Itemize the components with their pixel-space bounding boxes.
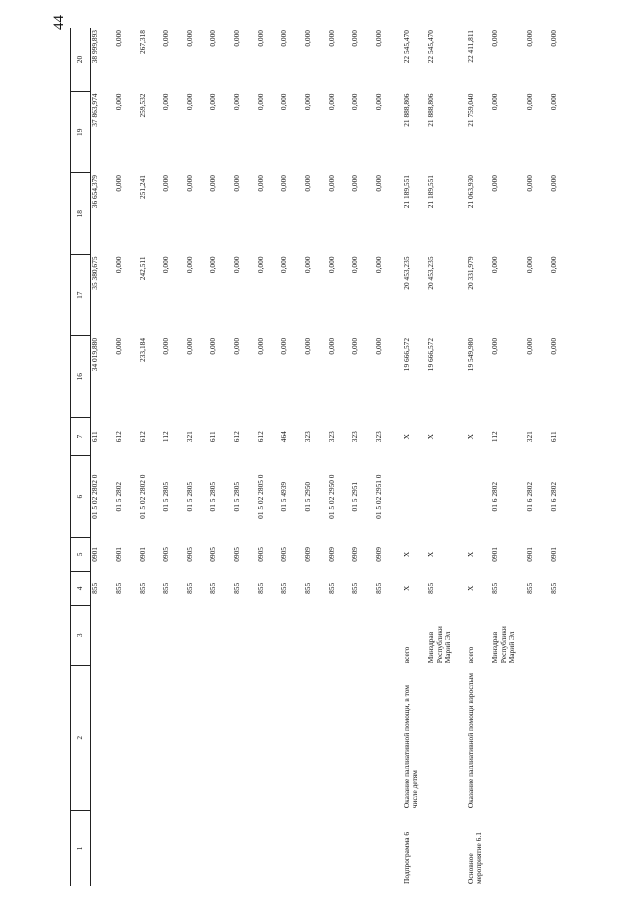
grbs-cell: 855 [90, 582, 100, 594]
value-2017-cell: 0,000 [326, 256, 336, 274]
name-cell [162, 665, 186, 810]
table-row [375, 28, 399, 886]
target-article-cell: 01 5 2950 [303, 481, 313, 512]
executor-cell [304, 605, 328, 665]
expense-type-cell: Х [465, 434, 475, 440]
expense-type-cell: 321 [525, 431, 535, 443]
section-cell: 0901 [490, 547, 499, 562]
executor-cell: всего [401, 646, 411, 664]
value-2018-cell: 36 654,379 [90, 174, 100, 209]
column-number-cell: 1 [71, 810, 91, 886]
value-2019-cell: 0,000 [350, 93, 360, 111]
executor-cell [280, 605, 304, 665]
value-2018-cell: 0,000 [326, 174, 336, 192]
grbs-cell: 855 [184, 582, 194, 594]
program-cell [139, 810, 163, 886]
name-cell [139, 665, 163, 810]
program-cell [115, 810, 139, 886]
name-cell [280, 665, 304, 810]
value-2019-cell: 0,000 [326, 93, 336, 111]
name-cell [328, 665, 352, 810]
value-2016-cell: 0,000 [350, 337, 360, 355]
name-cell [257, 665, 281, 810]
value-2016-cell: 233,184 [137, 337, 147, 362]
section-cell: 0901 [113, 547, 123, 562]
value-2020-cell: 0,000 [374, 30, 384, 47]
value-2020-cell: 0,000 [350, 30, 360, 47]
table-row [162, 28, 186, 886]
grbs-cell: 855 [326, 582, 336, 594]
expense-type-cell: 321 [184, 431, 194, 443]
value-2019-cell: 0,000 [525, 93, 535, 111]
value-2016-cell: 0,000 [208, 337, 218, 355]
table-row [257, 28, 281, 886]
grbs-cell: 855 [525, 582, 535, 594]
budget-table [70, 28, 574, 886]
target-article-cell: 01 5 2805 [184, 481, 194, 512]
section-cell: 0909 [374, 547, 384, 562]
expense-type-cell: 612 [113, 431, 123, 443]
grbs-cell: 855 [255, 582, 265, 594]
name-cell [427, 665, 462, 810]
value-2017-cell: 0,000 [232, 256, 242, 274]
value-2017-cell: 0,000 [161, 256, 171, 274]
name-cell [186, 665, 210, 810]
program-cell [162, 810, 186, 886]
value-2019-cell: 0,000 [255, 93, 265, 111]
executor-cell [91, 605, 115, 665]
section-cell: 0905 [232, 547, 242, 562]
value-2019-cell: 21 759,040 [465, 93, 475, 127]
section-cell: 0901 [137, 547, 147, 562]
table-row [526, 28, 550, 886]
column-number-cell: 4 [71, 571, 91, 605]
expense-type-cell: 112 [161, 431, 171, 443]
value-2017-cell: 0,000 [549, 256, 559, 274]
value-2016-cell: 0,000 [303, 337, 313, 355]
column-number-cell: 5 [71, 537, 91, 571]
value-2016-cell: 0,000 [549, 337, 559, 355]
section-cell: 0905 [279, 547, 289, 562]
value-2017-cell: 0,000 [279, 256, 289, 274]
name-cell [375, 665, 399, 810]
section-cell: 0909 [326, 547, 336, 562]
grbs-cell: 855 [232, 582, 242, 594]
program-cell [257, 810, 281, 886]
name-cell [550, 665, 574, 810]
expense-type-cell: 323 [350, 431, 360, 443]
value-2017-cell: 0,000 [490, 256, 499, 274]
target-article-cell: 01 5 02 2805 0 [255, 474, 265, 519]
executor-cell [233, 605, 257, 665]
section-cell: 0905 [161, 547, 171, 562]
value-2019-cell: 259,532 [137, 93, 147, 118]
grbs-cell: 855 [303, 582, 313, 594]
grbs-cell: 855 [350, 582, 360, 594]
target-article-cell: 01 5 02 2951 0 [374, 474, 384, 519]
value-2016-cell: 0,000 [374, 337, 384, 355]
section-cell: 0901 [525, 547, 535, 562]
value-2019-cell: 0,000 [549, 93, 559, 111]
expense-type-cell: 323 [303, 431, 313, 443]
column-number-cell: 7 [71, 417, 91, 455]
name-cell [209, 665, 233, 810]
name-cell: Оказание паллиативной помощи взрослым [465, 673, 475, 809]
column-number-cell: 19 [71, 92, 91, 173]
section-cell: 0901 [549, 547, 559, 562]
grbs-cell: 855 [549, 582, 559, 594]
page-number: 44 [51, 15, 67, 30]
value-2017-cell: 242,511 [137, 256, 147, 281]
grbs-cell: 855 [279, 582, 289, 594]
expense-type-cell: 112 [490, 431, 499, 443]
value-2020-cell: 22 545,470 [426, 30, 436, 64]
value-2017-cell: 20 453,235 [401, 256, 411, 290]
value-2020-cell: 0,000 [232, 30, 242, 47]
expense-type-cell: 612 [232, 431, 242, 443]
expense-type-cell: 612 [137, 431, 147, 443]
target-article-cell: 01 5 02 2802 0 [137, 474, 147, 519]
name-cell [91, 665, 115, 810]
target-article-cell: 01 5 2802 [113, 481, 123, 512]
name-cell [115, 665, 139, 810]
executor-cell [115, 605, 139, 665]
program-cell [550, 810, 574, 886]
value-2018-cell: 0,000 [303, 174, 313, 192]
section-cell: 0905 [208, 547, 218, 562]
target-article-cell: 01 6 2802 [490, 481, 499, 512]
executor-cell [550, 605, 574, 665]
table-row [280, 28, 304, 886]
value-2019-cell: 0,000 [184, 93, 194, 111]
value-2016-cell: 0,000 [161, 337, 171, 355]
value-2017-cell: 0,000 [255, 256, 265, 274]
target-article-cell: 01 5 2805 [161, 481, 171, 512]
program-cell: Подпрограмма 6 [401, 831, 411, 884]
table-row [139, 28, 163, 886]
target-article-cell: 01 5 02 2950 0 [326, 474, 336, 519]
expense-type-cell: Х [401, 434, 411, 440]
value-2018-cell: 0,000 [255, 174, 265, 192]
value-2020-cell: 0,000 [161, 30, 171, 47]
value-2016-cell: 19 666,572 [426, 337, 436, 372]
value-2020-cell: 22 545,470 [401, 30, 411, 64]
name-cell [491, 665, 526, 810]
value-2020-cell: 0,000 [255, 30, 265, 47]
value-2020-cell: 38 999,893 [90, 30, 100, 64]
value-2018-cell: 0,000 [279, 174, 289, 192]
program-cell [526, 810, 550, 886]
value-2017-cell: 0,000 [303, 256, 313, 274]
value-2019-cell: 0,000 [279, 93, 289, 111]
section-cell: Х [426, 551, 436, 558]
column-number-cell: 20 [71, 28, 91, 92]
grbs-cell: 855 [208, 582, 218, 594]
value-2017-cell: 0,000 [208, 256, 218, 274]
grbs-cell: 855 [161, 582, 171, 594]
program-cell [427, 810, 462, 886]
target-article-cell: 01 5 2805 [208, 481, 218, 512]
value-2019-cell: 21 888,806 [401, 93, 411, 127]
target-article-cell [463, 456, 491, 537]
value-2019-cell: 0,000 [303, 93, 313, 111]
value-2017-cell: 20 453,235 [426, 256, 436, 290]
value-2017-cell: 0,000 [113, 256, 123, 274]
grbs-cell: 855 [374, 582, 384, 594]
executor-cell: Минздрав Республики Марий Эл [490, 626, 517, 664]
program-cell [186, 810, 210, 886]
value-2016-cell: 34 019,880 [90, 337, 100, 372]
table-row [463, 28, 491, 886]
executor-cell [328, 605, 352, 665]
value-2017-cell: 0,000 [374, 256, 384, 274]
program-cell [304, 810, 328, 886]
grbs-cell: Х [401, 585, 411, 592]
program-cell [328, 810, 352, 886]
target-article-cell [399, 456, 427, 537]
value-2017-cell: 0,000 [525, 256, 535, 274]
expense-type-cell: 611 [208, 431, 218, 443]
section-cell: Х [465, 551, 475, 558]
value-2016-cell: 19 549,980 [465, 337, 475, 372]
program-cell [209, 810, 233, 886]
value-2020-cell: 0,000 [525, 30, 535, 47]
table-row [91, 28, 115, 886]
value-2019-cell: 37 863,974 [90, 93, 100, 127]
value-2019-cell: 21 888,806 [426, 93, 436, 127]
value-2016-cell: 0,000 [232, 337, 242, 355]
target-article-cell: 01 5 2805 [232, 481, 242, 512]
program-cell [233, 810, 257, 886]
target-article-cell: 01 5 02 2802 0 [90, 474, 100, 519]
value-2017-cell: 0,000 [350, 256, 360, 274]
value-2018-cell: 0,000 [184, 174, 194, 192]
value-2016-cell: 0,000 [255, 337, 265, 355]
target-article-cell: 01 6 2802 [525, 481, 535, 512]
value-2020-cell: 0,000 [279, 30, 289, 47]
table-row [399, 28, 427, 886]
value-2016-cell: 19 666,572 [401, 337, 411, 372]
value-2020-cell: 0,000 [113, 30, 123, 47]
target-article-cell: 01 6 2802 [549, 481, 559, 512]
section-cell: 0901 [90, 547, 100, 562]
column-number-cell: 16 [71, 336, 91, 417]
value-2019-cell: 0,000 [490, 93, 499, 111]
expense-type-cell: 464 [279, 431, 289, 443]
value-2020-cell: 0,000 [208, 30, 218, 47]
program-cell [375, 810, 399, 886]
table-row [115, 28, 139, 886]
table-row [186, 28, 210, 886]
executor-cell [209, 605, 233, 665]
executor-cell [257, 605, 281, 665]
value-2018-cell: 251,241 [137, 174, 147, 200]
table-row [491, 28, 526, 886]
value-2020-cell: 0,000 [549, 30, 559, 47]
value-2017-cell: 0,000 [184, 256, 194, 274]
value-2018-cell: 21 189,551 [426, 174, 436, 209]
value-2018-cell: 21 063,930 [465, 174, 475, 209]
value-2020-cell: 0,000 [326, 30, 336, 47]
grbs-cell: 855 [426, 582, 436, 594]
value-2018-cell: 0,000 [161, 174, 171, 192]
program-cell: Основное мероприятие 6.1 [465, 832, 484, 884]
value-2018-cell: 0,000 [350, 174, 360, 192]
value-2018-cell: 0,000 [525, 174, 535, 192]
executor-cell [375, 605, 399, 665]
table-row [351, 28, 375, 886]
value-2018-cell: 0,000 [208, 174, 218, 192]
column-number-cell: 17 [71, 254, 91, 335]
value-2016-cell: 0,000 [113, 337, 123, 355]
value-2018-cell: 0,000 [374, 174, 384, 192]
executor-cell [186, 605, 210, 665]
section-cell: 0905 [184, 547, 194, 562]
column-number-cell: 18 [71, 173, 91, 254]
value-2020-cell: 267,318 [137, 30, 147, 55]
target-article-cell: 01 5 4939 [279, 481, 289, 512]
value-2019-cell: 0,000 [232, 93, 242, 111]
value-2020-cell: 0,000 [184, 30, 194, 47]
program-cell [351, 810, 375, 886]
name-cell [304, 665, 328, 810]
section-cell: 0909 [350, 547, 360, 562]
value-2017-cell: 20 331,979 [465, 256, 475, 290]
target-article-cell: 01 5 2951 [350, 481, 360, 512]
target-article-cell [427, 456, 462, 537]
value-2020-cell: 0,000 [303, 30, 313, 47]
executor-cell: всего [465, 646, 475, 664]
program-cell [280, 810, 304, 886]
value-2019-cell: 0,000 [113, 93, 123, 111]
table-row [550, 28, 574, 886]
column-number-header-row [71, 28, 91, 886]
value-2017-cell: 35 380,675 [90, 256, 100, 290]
value-2018-cell: 21 189,551 [401, 174, 411, 209]
program-cell [491, 810, 526, 886]
table-body [71, 28, 575, 886]
section-cell: Х [401, 551, 411, 558]
grbs-cell: 855 [137, 582, 147, 594]
section-cell: 0905 [255, 547, 265, 562]
expense-type-cell: 323 [326, 431, 336, 443]
column-number-cell: 3 [71, 605, 91, 665]
value-2019-cell: 0,000 [374, 93, 384, 111]
grbs-cell: Х [465, 585, 475, 592]
expense-type-cell: Х [426, 434, 436, 440]
expense-type-cell: 611 [549, 431, 559, 443]
value-2016-cell: 0,000 [184, 337, 194, 355]
value-2018-cell: 0,000 [549, 174, 559, 192]
executor-cell [526, 605, 550, 665]
executor-cell [162, 605, 186, 665]
program-cell [91, 810, 115, 886]
name-cell: Оказание паллиативной помощи, в том числе детям [401, 685, 420, 809]
name-cell [526, 665, 550, 810]
executor-cell: Минздрав Республики Марий Эл [426, 626, 453, 664]
table-row [427, 28, 462, 886]
section-cell: 0909 [303, 547, 313, 562]
executor-cell [139, 605, 163, 665]
rotated-table-container [70, 28, 574, 886]
name-cell [233, 665, 257, 810]
column-number-cell: 2 [71, 665, 91, 810]
value-2016-cell: 0,000 [490, 337, 499, 355]
table-row [328, 28, 352, 886]
expense-type-cell: 611 [90, 431, 100, 443]
executor-cell [351, 605, 375, 665]
table-row [233, 28, 257, 886]
value-2016-cell: 0,000 [326, 337, 336, 355]
value-2020-cell: 22 411,811 [465, 30, 475, 63]
grbs-cell: 855 [113, 582, 123, 594]
expense-type-cell: 323 [374, 431, 384, 443]
table-row [304, 28, 328, 886]
value-2016-cell: 0,000 [279, 337, 289, 355]
grbs-cell: 855 [490, 582, 499, 594]
column-number-cell: 6 [71, 456, 91, 537]
value-2019-cell: 0,000 [208, 93, 218, 111]
value-2018-cell: 0,000 [232, 174, 242, 192]
table-row [209, 28, 233, 886]
value-2019-cell: 0,000 [161, 93, 171, 111]
name-cell [351, 665, 375, 810]
value-2016-cell: 0,000 [525, 337, 535, 355]
expense-type-cell: 612 [255, 431, 265, 443]
value-2018-cell: 0,000 [490, 174, 499, 192]
value-2020-cell: 0,000 [490, 30, 499, 47]
value-2018-cell: 0,000 [113, 174, 123, 192]
